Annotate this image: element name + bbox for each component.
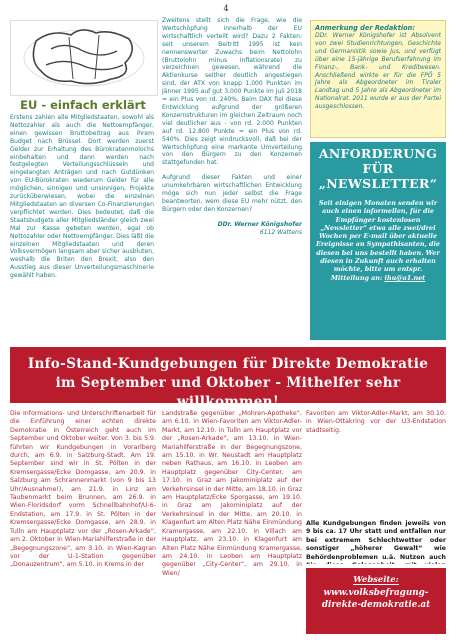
newsletter-box bbox=[310, 142, 446, 340]
author-signature: DDr. Werner Königshofer bbox=[217, 220, 302, 228]
editor-note-text: DDr. Werner Königshofer ist Absolvent von zwei Studienrichtungen, Geschichte und Germanistik sowie Jus, und verfügt über eine 15-jährige Berufserfahrung im Finanz-, Bank- und Kreditwesen. Anschließend wirkte er für die FPÖ 5 Jahre als Abgeordneter im Tiroler Landtag und 5 Jahre als Abgeordneter im Nationalrat. 2011 wurde er aus der Partei ausgeschlossen. bbox=[315, 32, 441, 111]
website-label-text: Webseite: bbox=[353, 574, 399, 584]
events-highlight bbox=[306, 520, 446, 564]
events-highlight-text: Alle Kundgebungen finden jeweils von 9 bis ca. 17 Uhr statt und entfallen nur bei extremem Schlechtwetter oder sonstiger „höherer Gewalt“ wie Behördenproblemen u.ä. Nutzen auch bbox=[306, 520, 446, 561]
event-banner bbox=[10, 347, 446, 410]
author-place: 6112 Wattens bbox=[259, 228, 302, 236]
website-url-line-1[interactable]: www.volksbefragung- bbox=[323, 588, 429, 598]
website-box bbox=[306, 568, 446, 634]
eu-map-drawing-icon bbox=[11, 21, 157, 95]
eu-logo bbox=[10, 20, 158, 96]
editor-note-title: Anmerkung der Redaktion: bbox=[315, 24, 415, 32]
banner-title-line-2: im September und Oktober - Mithelfer sehr willkommen! bbox=[55, 375, 401, 410]
website-label bbox=[306, 574, 446, 584]
newsletter-email-link[interactable]: ihu@a1.net bbox=[384, 273, 426, 282]
eu-box-text-body: Erstens zahlen alle Mitgliedstaaten, sowohl als Nettozahler als auch die Nettoempfänger, einen gewissen Bruttobeitrag aus ihrem Budget nach Brüssel. Dort werden zuerst Gelder zur Erhaltung des Bürokratenmolochs einbehalten und dann werden nach festgelegten Verteilungsschlüsseln und eingelangten Anträgen und nach Gutdünken von EU-Bürokraten wiederum Gelder für alle möglichen, sinnigen und unsinnigen, Projekte zurücküberwiesen, wobei die einzelnen Mitgliedstaaten an diversen Co-Finanzierungen verpflichtet werden. Dies bedeutet, daß die Staatsbudgets aller Mitgliedsländer gleich zwei Mal zur Kasse gebeten werden, egal ob Nettozahler oder Nettoempfänger. Dies läßt die einzelnen Mitgliedstaaten und deren Volksvermögen langsam aber sicher ausbluten, weshalb die Briten den Brexit, also den Ausstieg aus dieser Unverteilungsmaschinerie gewählt haben. bbox=[10, 114, 154, 280]
website-url-line-2[interactable]: direkte-demokratie.at bbox=[321, 600, 431, 610]
newsletter-title-1: ANFORDERUNG bbox=[318, 146, 438, 161]
newsletter-text-body: Seit einigen Monaten senden wir auch einen informellen, für die Empfänger kostenlosen „Newsletter“ etwa alle zwei/drei Wochen per E-mail über aktuelle Ereignisse an Sympathisanten, die diesen bei uns bestellt haben. Wer diesen in Zukunft auch erhalten möchte, bitte um entspr. Mitteilung an: bbox=[316, 199, 440, 282]
events-column-2: Landstraße gegenüber „Mohren-Apotheke“, am 6.10. in Wien-Favoriten am Viktor-Adler-Markt, am 12.10. in Tulln am Hauptplatz vor der „Rosen-Arkade“, am 13.10. in Wien-Mariahilferstraße in der Begegnungszone, am 15.10. in Wr. Neustadt am Hauptplatz neben Rathaus, am 16.10. in Leoben am Hauptplatz gegenüber City-Center, am 17.10. in Graz am Jakominiplatz auf der Verkehrsinsel in der Mitte, am 18.10. in Graz am Hauptplatz/Ecke Sporgasse, am 19.10. in Graz am Jakominiplatz auf der Verkehrsinsel in der Mitte, am 20.10. in Klagenfurt am Alten Platz Nähe Einmündung Kramergasse, am 22.10. in Villach am Hauptplatz, am 23.10. in Klagenfurt am Alten Platz Nähe Einmündung Kramergasse, am 24.10. in Leoben am Hauptplatz gegenüber „City-Center“, am 29.10. in Wien/ bbox=[162, 410, 302, 577]
page-number: 4 bbox=[223, 4, 229, 13]
middle-column bbox=[162, 17, 302, 343]
newsletter-title-2: FÜR bbox=[362, 161, 394, 176]
newsletter-title-3: „NEWSLETTER“ bbox=[318, 176, 438, 191]
middle-text: Zweitens stellt sich die Frage, wie die Wertschöpfung innerhalb der EU wirtschaftlich verteilt wird? Dazu 2 Fakten: seit unserem Beitritt 1995 ist kein nennenswerter Zuwachs beim Nettolohn (Bruttolohn minus Inflationsrate) zu verzeichnen gewesen, während die Aktienkurse seither deutlich angestiegen sind, der ATX von knapp 1.000 Punkten im Jänner 1995 auf gut 3.000 Punkte im Juli 2018 = ein Plus von rd. 240%. Beim DAX fiel diese Entwicklung aufgrund der größeren Konzernstrukturen im gleichen Zeitraum noch viel deutlicher aus - von rd. 2.000 Punkten auf rd. 12.800 Punkte = ein Plus von rd. 540%. Dies zeigt eindrucksvoll, daß bei der Wertschöpfung eine markante Umverteilung von den Bürgern zu den Konzernen stattgefunden hat. bbox=[162, 17, 302, 167]
events-column-1: Die Informations- und Unterschriftenarbeit für die Einführung einer echten direkte Demokratie in Österreich geht auch im September und Oktober weiter. Von 3. bis 5.9. führten wir Kundgebungen in Vorarlberg durch, am 6.9. in Salzburg-Stadt. Am 19. September sind wir in St. Pölten in der Kremsergasse/Ecke Domgasse, am 20.9. in Salzburg am Schrannenmarkt (von 9 bis 13 Uhr/Ausnahme!), am 21.9. in Linz am Taubenmarkt beim Brunnen, am 26.9. in Wien-Floridsdorf vorm Schnellbahnhof/U-6-Endstation, am 17.9. in St. Pölten in der Kremsergasse/Ecke Domgasse, am 28.9. in Tulln am Hauptplatz vor der „Rosen-Arkade“, am 2. Oktober in Wien-Mariahilferstraße in der „Begegnungszone“, am 3.10. in Wien-Kagran vor der U-1-Station gegenüber „Donauzentrum“, am 5.10. in Krems in der bbox=[10, 410, 156, 569]
eu-box-title: EU - einfach erklärt bbox=[20, 98, 146, 112]
editor-note-box bbox=[310, 20, 446, 138]
middle-text-2: Aufgrund dieser Fakten und einer unumkehrbaren wirtschaftlichen Entwicklung möge sich nun jeder selbst die Frage beantworten, wem diese EU mehr nützt, den Bürgern oder den Konzernen? bbox=[162, 174, 302, 213]
banner-title-line-1: Info-Stand-Kundgebungen für Direkte Demokratie bbox=[27, 356, 429, 372]
events-column-3: Favoriten am Viktor-Adler-Markt, am 30.10. in Wien-Ottakring vor der U3-Endstation stadtseitig. bbox=[306, 410, 446, 434]
newsletter-text bbox=[315, 199, 441, 282]
